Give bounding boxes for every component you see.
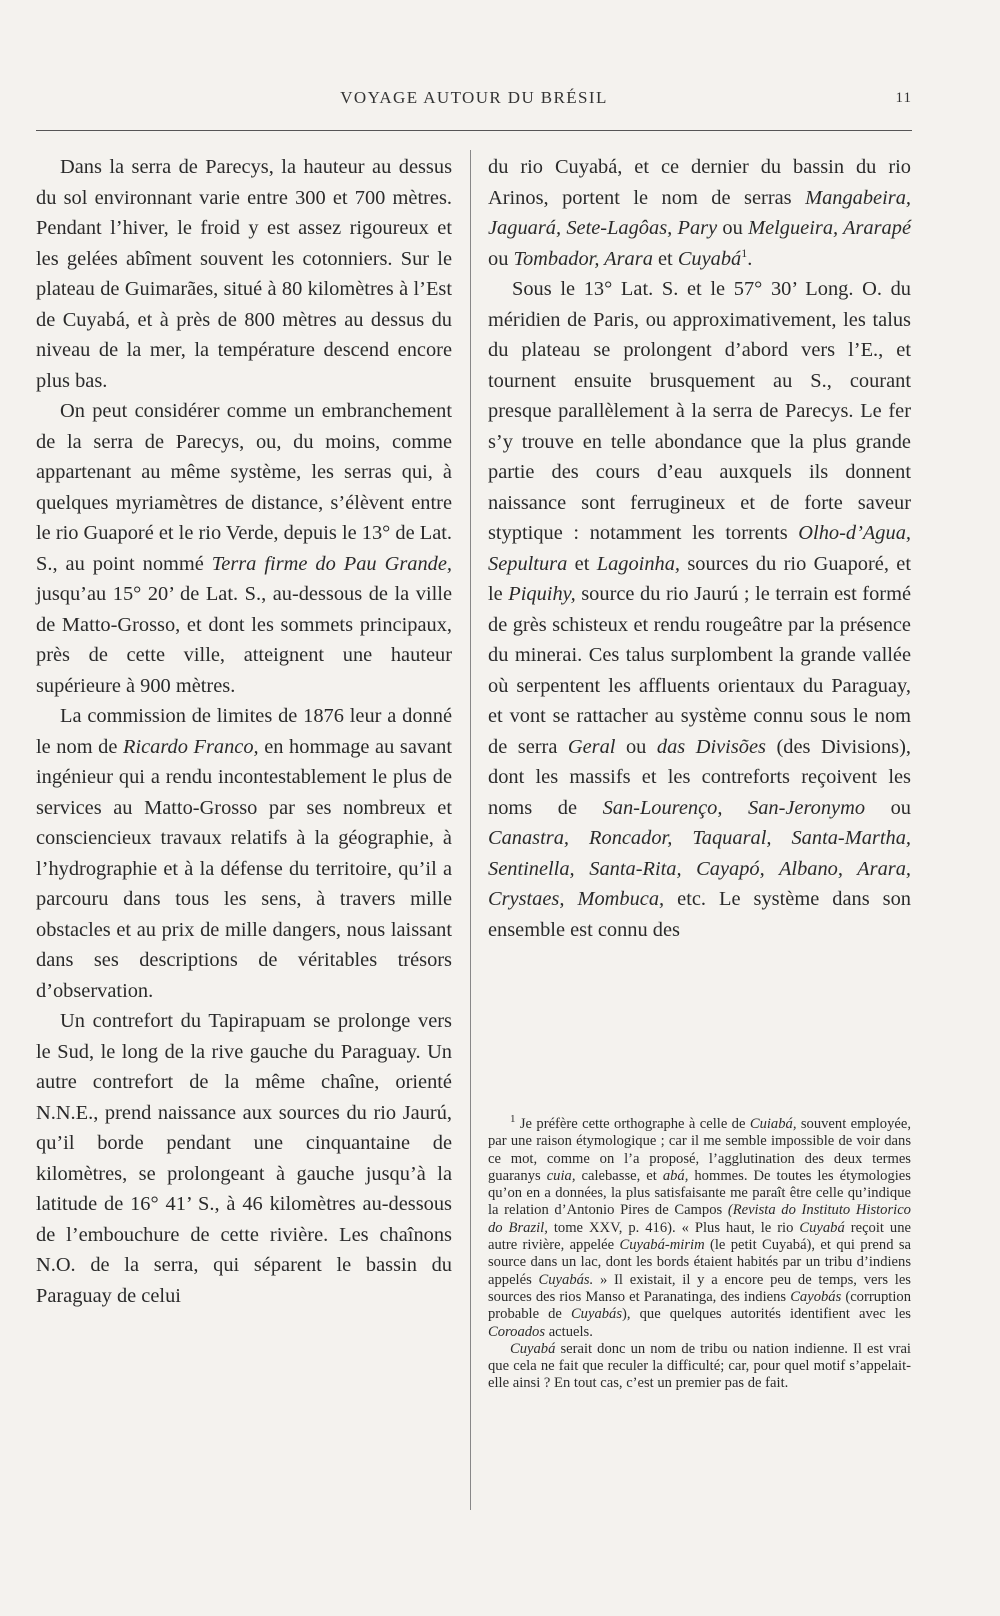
paragraph: du rio Cuyabá, et ce dernier du bassin du rio Arinos, portent le nom de serras Mangabeira, Jaguará, Sete-Lagôas, Pary ou Melgueira, Ararapé ou Tombador, Arara et Cuyabá$^1$.	[488, 156, 911, 270]
header-rule	[36, 130, 912, 131]
right-column	[488, 152, 911, 945]
left-column	[36, 152, 452, 1311]
paragraph: Dans la serra de Parecys, la hauteur au dessus du sol environnant varie entre 300 et 700 mètres. Pendant l’hiver, le froid y est assez rigoureux et les gelées abîment souvent les cotonniers. Sur le plateau de Guimarães, situé à 80 kilomètres à l’Est de Cuyabá, et à près de 800 mètres au dessus du niveau de la mer, la température descend encore plus bas.	[36, 156, 452, 392]
page-number: 11	[895, 90, 912, 106]
paragraph: On peut considérer comme un embranchement de la serra de Parecys, ou, du moins, comme appartenant au même système, les serras qui, à quelques myriamètres de distance, s’élèvent entre le rio Guaporé et le rio Verde, depuis le 13° de Lat. S., au point nommé Terra firme do Pau Grande, jusqu’au 15° 20’ de Lat. S., au-dessous de la ville de Matto-Grosso, et dont les sommets principaux, près de cette ville, atteignent une hauteur supérieure à 900 mètres.	[36, 400, 453, 697]
footnote-reference[interactable]: 1	[741, 245, 748, 260]
running-title: VOYAGE AUTOUR DU BRÉSIL	[340, 88, 608, 107]
running-head	[36, 88, 912, 116]
footnote-number: 1	[510, 1113, 516, 1126]
paragraph: La commission de limites de 1876 leur a donné le nom de Ricardo Franco, en hommage au savant ingénieur qui a rendu incontestablement le plus de services au Matto-Grosso par ses nombreux et consciencieux travaux relatifs à la géographie, à l’hydrographie et à la défense du territoire, qu’il a parcouru dans tous les sens, à travers mille obstacles et au prix de mille dangers, nous laissant dans ses descriptions de véritables trésors d’observation.	[36, 705, 452, 1002]
paragraph: Sous le 13° Lat. S. et le 57° 30’ Long. O. du méridien de Paris, ou approximativement, les talus du plateau se prolongent d’abord vers l’E., et tournent ensuite brusquement au S., courant presque parallèlement à la serra de Parecys. Le fer s’y trouve en telle abondance que la plus grande partie des cours d’eau auxquels ils donnent naissance sont ferrugineux et de forte saveur styptique : notamment les torrents Olho-d’Agua, Sepultura et Lagoinha, sources du rio Guaporé, et le Piquihy, source du rio Jaurú ; le terrain est formé de grès schisteux et rendu rougeâtre par la présence du minerai. Ces talus surplombent la grande vallée où serpentent les affluents orientaux du Paraguay, et vont se rattacher au système connu sous le nom de serra Geral ou das Divisões (des Divisions), dont les massifs et les contreforts reçoivent les noms de San-Lourenço, San-Jeronymo ou Canastra, Roncador, Taquaral, Santa-Martha, Sentinella, Santa-Rita, Cayapó, Albano, Arara, Crystaes, Mombuca, etc. Le système dans son ensemble est connu des	[488, 278, 912, 941]
footnote	[488, 1113, 912, 1393]
column-divider	[470, 150, 471, 1510]
footnote-paragraph: Cuyabá serait donc un nom de tribu ou nation indienne. Il est vrai que cela ne fait que reculer la difficulté; car, pour quel motif s’appelait-elle ainsi ? En tout cas, c’est un premier pas de fait.	[488, 1340, 911, 1392]
footnote-paragraph: $^1$ Je préfère cette orthographe à celle de Cuiabá, souvent employée, par une raison étymologique ; car il me semble impossible de voir dans ce mot, comme on l’a proposé, l’agglutination des deux termes guaranys cuia, calebasse, et abá, hommes. De toutes les étymologies qu’on en a données, la plus satisfaisante me paraît être celle qu’indique la relation d’Antonio Pires de Campos (Revista do Instituto Historico do Brazil, tome XXV, p. 416). « Plus haut, le rio Cuyabá reçoit une autre rivière, appelée Cuyabá-mirim (le petit Cuyabá), et qui prend sa source dans un lac, dont les bords étaient habités par un tribu d’indiens appelés Cuyabás. » Il existait, il y a encore peu de temps, vers les sources des rios Manso et Paranatinga, des indiens Cayobás (corruption probable de Cuyabás), que quelques autorités identifient avec les Coroados actuels.	[488, 1113, 912, 1340]
paragraph: Un contrefort du Tapirapuam se prolonge vers le Sud, le long de la rive gauche du Paraguay. Un autre contrefort de la même chaîne, orienté N.N.E., prend naissance aux sources du rio Jaurú, qu’il borde pendant une cinquantaine de kilomètres, se prolongeant à gauche jusqu’à la latitude de 16° 41’ S., à 46 kilomètres au-dessous de l’embouchure de cette rivière. Les chaînons N.O. de la serra, qui séparent le bassin du Paraguay de celui	[36, 1010, 452, 1307]
